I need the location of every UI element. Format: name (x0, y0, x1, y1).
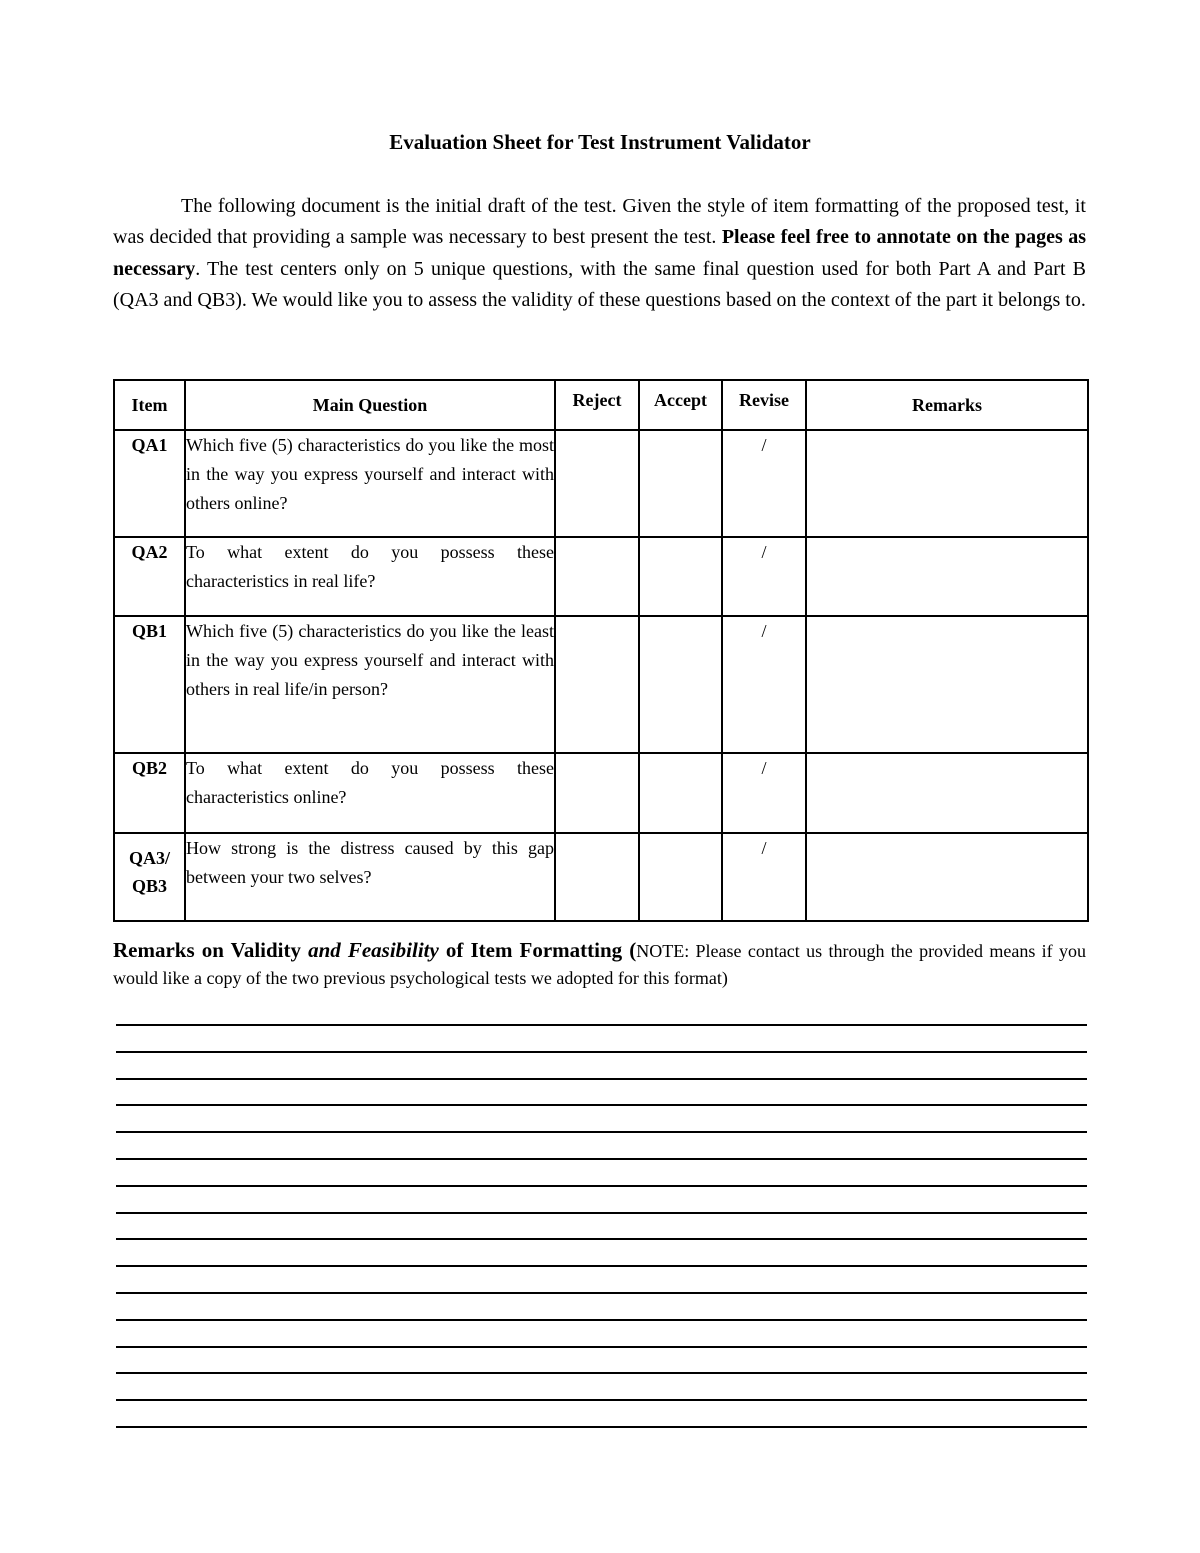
table-row (114, 430, 1088, 537)
writing-line (116, 1185, 1087, 1187)
table-row (114, 616, 1088, 753)
revise-cell[interactable]: / (722, 616, 806, 753)
main-question: Which five (5) characteristics do you like the most in the way you express yourself and interact with others online? (185, 430, 555, 537)
remarks-cell[interactable] (806, 753, 1088, 833)
item-code-line-2: QB3 (131, 876, 167, 896)
evaluation-table (113, 379, 1089, 922)
table-row (114, 537, 1088, 616)
writing-line (116, 1051, 1087, 1053)
reject-cell[interactable] (555, 537, 639, 616)
table-header-row (114, 380, 1088, 430)
accept-cell[interactable] (639, 537, 722, 616)
revise-cell[interactable]: / (722, 753, 806, 833)
remarks-section-heading (113, 937, 1086, 992)
writing-line (116, 1399, 1087, 1401)
header-accept: Accept (639, 380, 722, 430)
intro-text-2: . The test centers only on 5 unique questions, with the same final question used for both Part A and Part B (QA3 and QB3). We would like you to assess the validity of these questions based on the context of the part it belongs to. (113, 257, 1086, 312)
revise-cell[interactable]: / (722, 537, 806, 616)
reject-cell[interactable] (555, 833, 639, 921)
accept-cell[interactable] (639, 430, 722, 537)
item-code: QB1 (114, 616, 185, 753)
writing-line (116, 1346, 1087, 1348)
writing-line (116, 1078, 1087, 1080)
writing-line (116, 1131, 1087, 1133)
writing-line (116, 1238, 1087, 1240)
table-row (114, 833, 1088, 921)
writing-line (116, 1212, 1087, 1214)
writing-line (116, 1426, 1087, 1428)
revise-cell[interactable]: / (722, 833, 806, 921)
revise-cell[interactable]: / (722, 430, 806, 537)
accept-cell[interactable] (639, 833, 722, 921)
header-main-question: Main Question (185, 380, 555, 430)
remarks-heading-text-1: Remarks on Validity (113, 938, 309, 962)
table-row (114, 753, 1088, 833)
reject-cell[interactable] (555, 753, 639, 833)
header-remarks: Remarks (806, 380, 1088, 430)
page-title: Evaluation Sheet for Test Instrument Validator (389, 130, 811, 154)
header-revise: Revise (722, 380, 806, 430)
item-code (114, 833, 185, 921)
main-question: How strong is the distress caused by this gap between your two selves? (185, 833, 555, 921)
item-code: QA2 (114, 537, 185, 616)
remarks-cell[interactable] (806, 537, 1088, 616)
writing-line (116, 1104, 1087, 1106)
remarks-note: NOTE: Please contact us through the provided means if you would like a copy of the two previous psychological tests we adopted for this format) (113, 941, 1086, 988)
main-question: To what extent do you possess these characteristics in real life? (185, 537, 555, 616)
accept-cell[interactable] (639, 753, 722, 833)
remarks-cell[interactable] (806, 616, 1088, 753)
reject-cell[interactable] (555, 430, 639, 537)
accept-cell[interactable] (639, 616, 722, 753)
remarks-heading-text-2: of Item Formatting ( (438, 938, 637, 962)
remarks-cell[interactable] (806, 833, 1088, 921)
intro-paragraph (113, 191, 1086, 317)
intro-bold-note: Please feel free to annotate on the pages as necessary (113, 226, 1087, 280)
writing-line (116, 1292, 1087, 1294)
remarks-heading-italic: and Feasibility (308, 938, 439, 962)
writing-line (116, 1265, 1087, 1267)
reject-cell[interactable] (555, 616, 639, 753)
header-item: Item (114, 380, 185, 430)
main-question: To what extent do you possess these characteristics online? (185, 753, 555, 833)
writing-line (116, 1158, 1087, 1160)
intro-text-1: The following document is the initial draft of the test. Given the style of item formatting of the proposed test, it was decided that providing a sample was necessary to best present the test. (113, 195, 1086, 249)
main-question: Which five (5) characteristics do you like the least in the way you express yourself and interact with others in real life/in person? (185, 616, 555, 753)
writing-line (116, 1372, 1087, 1374)
writing-line (116, 1319, 1087, 1321)
header-reject: Reject (555, 380, 639, 430)
item-code-line-1: QA3/ (128, 848, 170, 868)
item-code: QA1 (114, 430, 185, 537)
item-code: QB2 (114, 753, 185, 833)
writing-line (116, 1024, 1087, 1026)
remarks-cell[interactable] (806, 430, 1088, 537)
